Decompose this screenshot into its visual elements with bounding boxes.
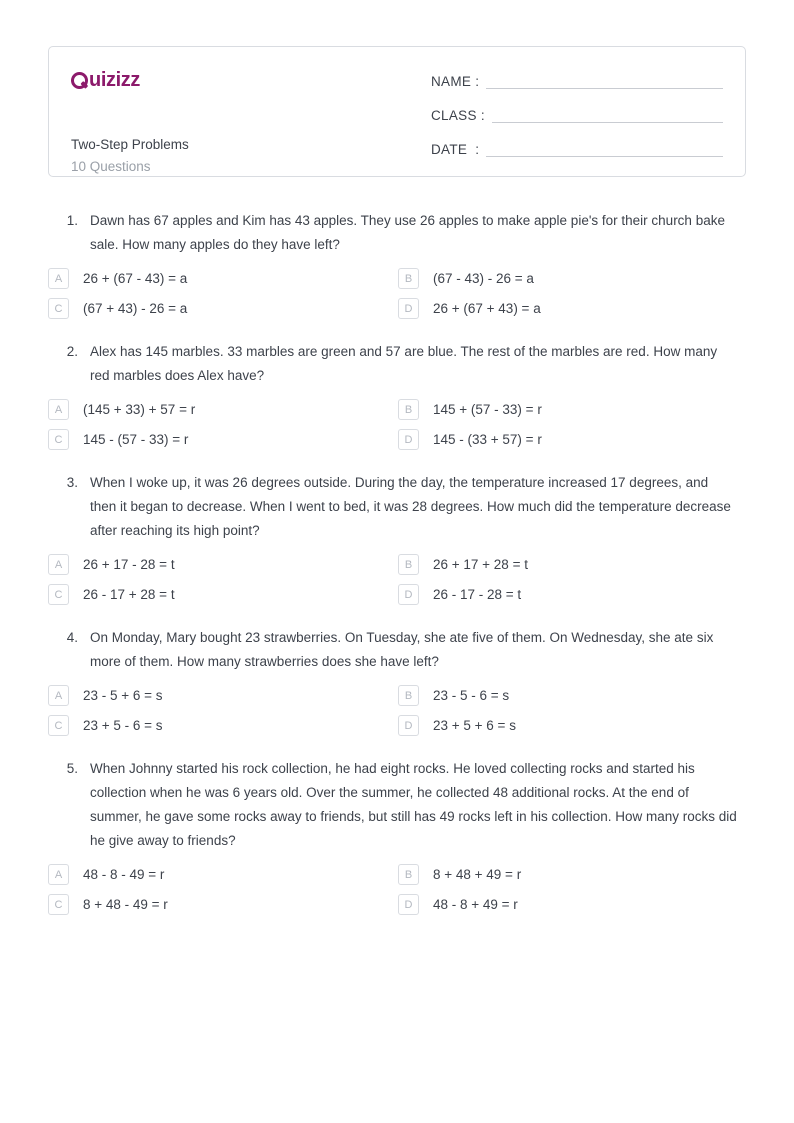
option-c[interactable] (48, 715, 398, 736)
question-head (48, 471, 746, 543)
option-text: 8 + 48 - 49 = r (83, 896, 168, 912)
question-count: 10 Questions (71, 159, 151, 174)
option-b[interactable] (398, 864, 748, 885)
question-number: 1. (66, 213, 78, 228)
option-letter: A (48, 554, 69, 575)
option-text: 48 - 8 + 49 = r (433, 896, 518, 912)
class-label: CLASS : (431, 108, 485, 123)
option-text: 145 - (33 + 57) = r (433, 431, 542, 447)
option-letter: C (48, 429, 69, 450)
option-b[interactable] (398, 399, 748, 420)
option-text: 145 - (57 - 33) = r (83, 431, 189, 447)
question-item (48, 209, 746, 319)
option-c[interactable] (48, 584, 398, 605)
question-text: Alex has 145 marbles. 33 marbles are green and 57 are blue. The rest of the marbles are red. How many red marbles does Alex have? (90, 344, 718, 383)
spacer (48, 455, 746, 471)
quizizz-logo (71, 65, 431, 95)
question-text: Dawn has 67 apples and Kim has 43 apples. They use 26 apples to make apple pie's for their church bake sale. How many apples do they have left? (90, 213, 725, 252)
option-letter: A (48, 268, 69, 289)
option-letter: B (398, 399, 419, 420)
quizizz-q-icon (71, 72, 88, 89)
option-letter: B (398, 554, 419, 575)
option-a[interactable] (48, 685, 398, 706)
question-number: 5. (66, 761, 78, 776)
option-letter: B (398, 685, 419, 706)
question-item (48, 757, 746, 915)
option-text: 26 - 17 - 28 = t (433, 586, 522, 602)
options-grid (48, 268, 746, 319)
option-text: (67 - 43) - 26 = a (433, 270, 534, 286)
option-text: 26 + 17 + 28 = t (433, 556, 528, 572)
option-letter: D (398, 584, 419, 605)
option-letter: C (48, 894, 69, 915)
question-head (48, 757, 746, 853)
worksheet-header-card (48, 46, 746, 177)
date-field-row (431, 139, 723, 157)
options-grid (48, 864, 746, 915)
option-letter: D (398, 715, 419, 736)
option-a[interactable] (48, 268, 398, 289)
option-text: 8 + 48 + 49 = r (433, 866, 522, 882)
header-left (71, 65, 431, 176)
option-text: 48 - 8 - 49 = r (83, 866, 165, 882)
option-text: 145 + (57 - 33) = r (433, 401, 542, 417)
name-field-row (431, 71, 723, 89)
question-text: When I woke up, it was 26 degrees outside. During the day, the temperature increased 17 degrees, and then it began to decrease. When I went to bed, it was 28 degrees. How much did the temperature decrease after reaching its high point? (90, 475, 731, 538)
question-number: 4. (66, 630, 78, 645)
question-head (48, 626, 746, 674)
date-input-line[interactable] (486, 139, 723, 157)
option-letter: D (398, 298, 419, 319)
class-field-row (431, 105, 723, 123)
options-grid (48, 399, 746, 450)
option-letter: C (48, 298, 69, 319)
option-letter: A (48, 685, 69, 706)
option-text: 26 + (67 + 43) = a (433, 300, 541, 316)
option-d[interactable] (398, 715, 748, 736)
student-info-fields (431, 65, 723, 176)
option-a[interactable] (48, 554, 398, 575)
question-item (48, 340, 746, 450)
spacer (48, 610, 746, 626)
question-number: 2. (66, 344, 78, 359)
option-letter: C (48, 715, 69, 736)
option-text: 23 - 5 + 6 = s (83, 687, 163, 703)
class-input-line[interactable] (492, 105, 723, 123)
option-d[interactable] (398, 584, 748, 605)
option-b[interactable] (398, 268, 748, 289)
option-letter: B (398, 864, 419, 885)
option-b[interactable] (398, 685, 748, 706)
option-d[interactable] (398, 298, 748, 319)
question-head (48, 340, 746, 388)
name-input-line[interactable] (486, 71, 723, 89)
option-c[interactable] (48, 894, 398, 915)
options-grid (48, 554, 746, 605)
option-text: (67 + 43) - 26 = a (83, 300, 188, 316)
option-letter: A (48, 399, 69, 420)
option-d[interactable] (398, 894, 748, 915)
options-grid (48, 685, 746, 736)
option-text: 23 + 5 + 6 = s (433, 717, 516, 733)
option-text: 26 + 17 - 28 = t (83, 556, 175, 572)
name-label: NAME : (431, 74, 480, 89)
question-item (48, 626, 746, 736)
quizizz-logo-text: uizizz (89, 68, 140, 91)
question-number: 3. (66, 475, 78, 490)
option-letter: D (398, 429, 419, 450)
option-text: 26 - 17 + 28 = t (83, 586, 175, 602)
question-text: When Johnny started his rock collection, he had eight rocks. He loved collecting rocks and started his collection when he was 6 years old. Over the summer, he collected 48 additional rocks. At the end of summer, he gave some rocks away to friends, but still has 49 rocks left in his collection. How many rocks did he give away to friends? (90, 761, 737, 848)
date-label: DATE : (431, 142, 480, 157)
page-title: Two-Step Problems (71, 137, 189, 152)
question-head (48, 209, 746, 257)
option-text: (145 + 33) + 57 = r (83, 401, 196, 417)
option-letter: D (398, 894, 419, 915)
option-c[interactable] (48, 298, 398, 319)
option-d[interactable] (398, 429, 748, 450)
option-letter: C (48, 584, 69, 605)
option-text: 23 + 5 - 6 = s (83, 717, 163, 733)
questions-list (48, 209, 746, 915)
option-letter: A (48, 864, 69, 885)
option-c[interactable] (48, 429, 398, 450)
option-letter: B (398, 268, 419, 289)
question-text: On Monday, Mary bought 23 strawberries. On Tuesday, she ate five of them. On Wednesday, she ate six more of them. How many strawberries does she have left? (90, 630, 714, 669)
question-item (48, 471, 746, 605)
spacer (48, 324, 746, 340)
option-b[interactable] (398, 554, 748, 575)
spacer (48, 741, 746, 757)
option-text: 23 - 5 - 6 = s (433, 687, 510, 703)
option-text: 26 + (67 - 43) = a (83, 270, 188, 286)
option-a[interactable] (48, 399, 398, 420)
option-a[interactable] (48, 864, 398, 885)
